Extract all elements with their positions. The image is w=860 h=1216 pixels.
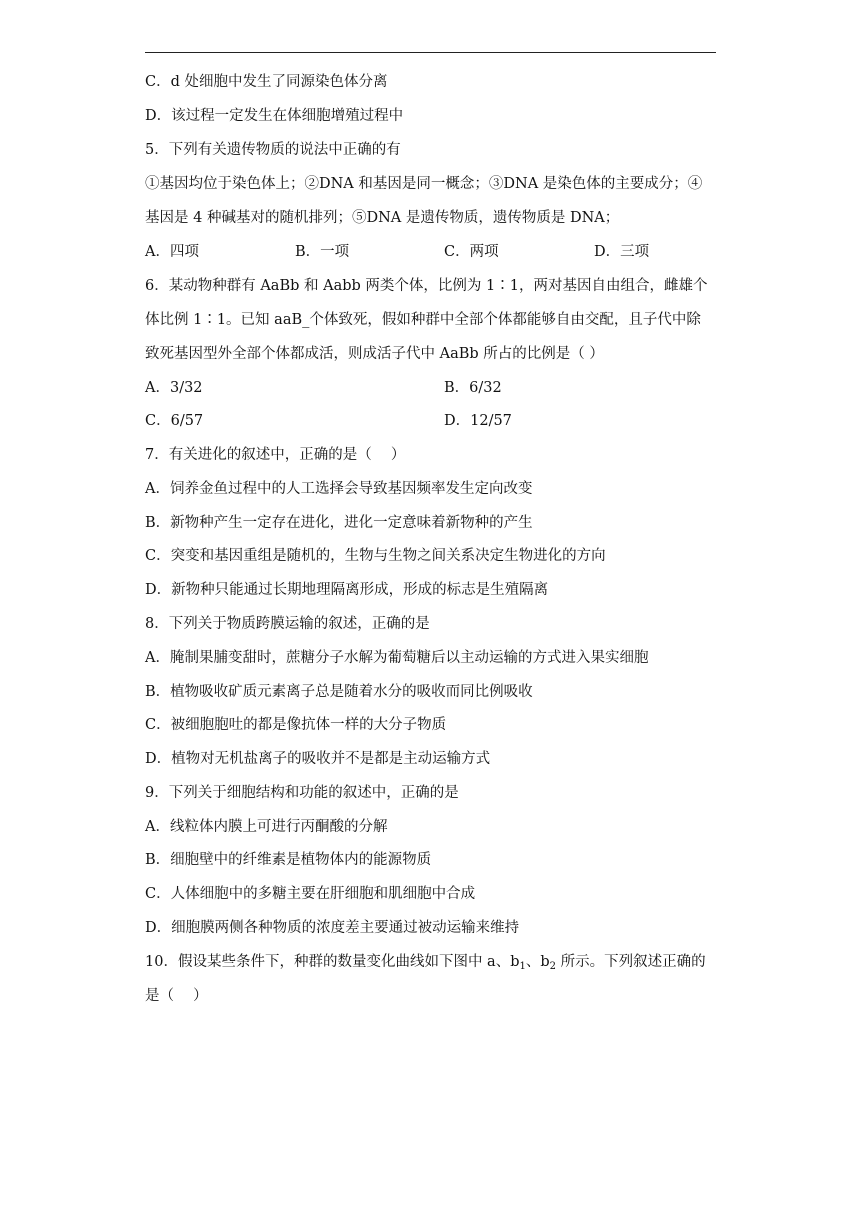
q4-option-d: D．该过程一定发生在体细胞增殖过程中 <box>145 108 404 124</box>
question-6-stem-line-2: 体比例 1∶1。已知 aaB_个体致死，假如种群中全部个体都能够自由交配，且子代中除 <box>145 312 701 328</box>
q9-option-b: B．细胞壁中的纤维素是植物体内的能源物质 <box>145 852 432 868</box>
q5-option-b: B．一项 <box>295 244 350 260</box>
q10-sub-2: 2 <box>549 961 557 972</box>
question-7-stem: 7．有关进化的叙述中，正确的是（ ） <box>145 447 406 463</box>
q5-option-d: D．三项 <box>594 244 650 260</box>
question-9-stem: 9．下列关于细胞结构和功能的叙述中，正确的是 <box>145 785 459 801</box>
question-6-stem-line-3: 致死基因型外全部个体都成活，则成活子代中 AaBb 所占的比例是（ ） <box>145 346 604 362</box>
q8-option-d: D．植物对无机盐离子的吸收并不是都是主动运输方式 <box>145 751 491 767</box>
q8-option-b: B．植物吸收矿质元素离子总是随着水分的吸收而同比例吸收 <box>145 684 533 700</box>
question-6-stem-line-1: 6．某动物种群有 AaBb 和 Aabb 两类个体，比例为 1∶1，两对基因自由组合，雌雄个 <box>145 278 708 294</box>
q9-option-a: A．线粒体内膜上可进行丙酮酸的分解 <box>145 819 388 835</box>
q5-option-a: A．四项 <box>145 244 199 260</box>
q10-text-pre: 10．假设某些条件下，种群的数量变化曲线如下图中 a、b <box>145 954 520 970</box>
question-5-statements-line-2: 基因是 4 种碱基对的随机排列；⑤DNA 是遗传物质，遗传物质是 DNA； <box>145 210 620 226</box>
question-5-stem: 5．下列有关遗传物质的说法中正确的有 <box>145 142 401 158</box>
q8-option-a: A．腌制果脯变甜时，蔗糖分子水解为葡萄糖后以主动运输的方式进入果实细胞 <box>145 650 649 666</box>
q7-option-a: A．饲养金鱼过程中的人工选择会导致基因频率发生定向改变 <box>145 481 533 497</box>
question-5-statements-line-1: ①基因均位于染色体上；②DNA 和基因是同一概念；③DNA 是染色体的主要成分；④ <box>145 176 703 192</box>
q6-option-c: C．6/57 <box>145 413 204 429</box>
q7-option-b: B．新物种产生一定存在进化，进化一定意味着新物种的产生 <box>145 515 533 531</box>
q9-option-c: C．人体细胞中的多糖主要在肝细胞和肌细胞中合成 <box>145 886 476 902</box>
q8-option-c: C．被细胞胞吐的都是像抗体一样的大分子物质 <box>145 717 447 733</box>
question-10-stem-line-1 <box>145 952 706 972</box>
q4-option-c: C．d 处细胞中发生了同源染色体分离 <box>145 74 388 90</box>
q10-text-post: 所示。下列叙述正确的 <box>556 954 706 970</box>
question-8-stem: 8．下列关于物质跨膜运输的叙述，正确的是 <box>145 616 430 632</box>
q6-option-b: B．6/32 <box>444 380 502 396</box>
q10-sub-1: 1 <box>519 961 526 972</box>
q7-option-c: C．突变和基因重组是随机的，生物与生物之间关系决定生物进化的方向 <box>145 548 606 564</box>
question-10-stem-line-2: 是（ ） <box>145 988 208 1004</box>
q6-option-d: D．12/57 <box>444 413 512 429</box>
q7-option-d: D．新物种只能通过长期地理隔离形成，形成的标志是生殖隔离 <box>145 582 549 598</box>
q10-text-mid: 、b <box>525 954 550 970</box>
header-rule <box>145 52 716 53</box>
q5-option-c: C．两项 <box>444 244 499 260</box>
q9-option-d: D．细胞膜两侧各种物质的浓度差主要通过被动运输来维持 <box>145 920 520 936</box>
q6-option-a: A．3/32 <box>145 380 203 396</box>
